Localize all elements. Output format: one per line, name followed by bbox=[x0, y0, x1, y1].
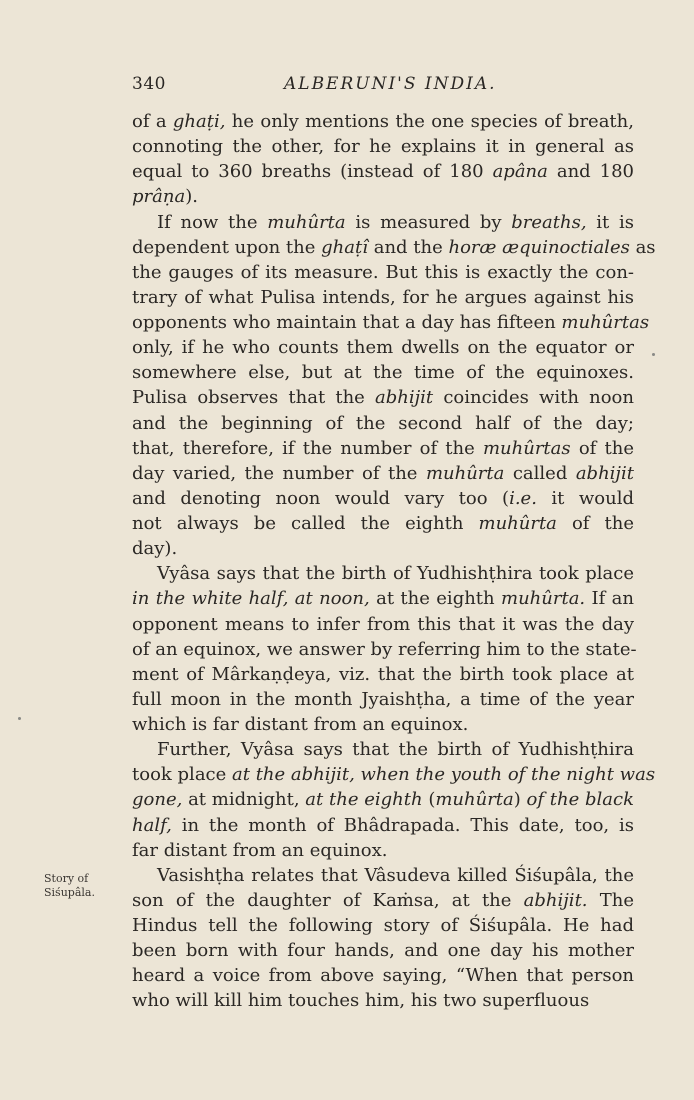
text-line bbox=[132, 662, 634, 687]
text-segment: Vasishṭha relates that Vâsudeva killed Śiśupâla, the bbox=[157, 864, 634, 886]
text-line bbox=[132, 637, 637, 662]
text-segment: which is far distant from an equinox. bbox=[132, 714, 469, 735]
text-line bbox=[132, 335, 634, 360]
text-line bbox=[132, 586, 634, 611]
margin-note-line: Story of bbox=[44, 872, 89, 885]
italic-text: muhûrta. bbox=[501, 588, 586, 610]
italic-text: horæ æquinoctiales bbox=[448, 236, 630, 258]
text-segment: not always be called the eighth bbox=[132, 513, 479, 534]
text-line bbox=[132, 285, 634, 310]
paper-speck bbox=[652, 353, 655, 356]
text-line bbox=[132, 737, 634, 762]
text-segment: it is bbox=[586, 211, 634, 233]
text-line bbox=[132, 888, 634, 913]
text-line bbox=[132, 838, 634, 863]
text-segment: opponents who maintain that a day has fifteen bbox=[132, 312, 562, 333]
text-segment: dependent upon the bbox=[132, 236, 322, 258]
text-segment: connoting the other, for he explains it in general as bbox=[132, 136, 634, 158]
italic-text: muhûrta bbox=[267, 211, 346, 233]
italic-text: ghaṭi, bbox=[172, 111, 226, 132]
text-segment: took place bbox=[132, 764, 233, 786]
text-segment: ) bbox=[513, 789, 527, 811]
text-line bbox=[132, 184, 634, 209]
text-line bbox=[132, 687, 634, 712]
text-line bbox=[132, 561, 634, 586]
text-segment: been born with four hands, and one day his mother bbox=[132, 940, 634, 962]
text-segment: it would bbox=[536, 487, 634, 509]
text-segment: of a bbox=[132, 111, 173, 132]
text-segment: at midnight, bbox=[182, 789, 306, 811]
text-segment: ). bbox=[185, 186, 198, 208]
text-line bbox=[132, 411, 634, 436]
text-line bbox=[132, 486, 634, 511]
italic-text: muhûrta bbox=[478, 513, 557, 534]
running-title: ALBERUNI'S INDIA. bbox=[284, 74, 497, 94]
text-segment: and 180 bbox=[547, 161, 634, 183]
text-line bbox=[132, 109, 634, 134]
italic-text: at the abhijit, when the youth of the night was bbox=[232, 764, 656, 786]
text-segment: ment of Mârkaṇḍeya, viz. that the birth took place at bbox=[132, 663, 634, 685]
text-segment: Pulisa observes that the bbox=[132, 387, 375, 409]
text-line bbox=[132, 712, 634, 737]
italic-text: i.e. bbox=[509, 487, 537, 509]
text-segment: of the bbox=[556, 513, 634, 534]
text-line bbox=[132, 436, 634, 461]
body-text bbox=[132, 109, 656, 1014]
text-segment: who will kill him touches him, his two superfluous bbox=[132, 990, 590, 1012]
italic-text: abhijit bbox=[575, 462, 634, 484]
italic-text: breaths, bbox=[511, 211, 587, 233]
paper-speck bbox=[18, 717, 21, 720]
text-line bbox=[132, 913, 634, 938]
text-segment: opponent means to infer from this that it was the day bbox=[132, 613, 634, 635]
text-line bbox=[132, 988, 634, 1013]
running-header bbox=[132, 74, 634, 98]
text-segment: that, therefore, if the number of the bbox=[132, 437, 483, 459]
text-segment: of the bbox=[570, 437, 635, 459]
italic-text: ghaṭî bbox=[321, 236, 368, 258]
text-segment: son of the daughter of Kaṁsa, at the bbox=[132, 889, 524, 911]
italic-text: muhûrtas bbox=[561, 312, 650, 333]
margin-note-line: Siśupâla. bbox=[44, 886, 95, 899]
text-segment: trary of what Pulisa intends, for he argues against his bbox=[132, 286, 634, 308]
text-segment: day). bbox=[132, 538, 178, 560]
text-segment: equal to 360 breaths (instead of 180 bbox=[132, 161, 493, 183]
italic-text: half, bbox=[132, 814, 172, 836]
text-line bbox=[132, 210, 634, 235]
text-segment: he only mentions the one species of breath, bbox=[225, 111, 634, 132]
italic-text: at the eighth bbox=[305, 789, 423, 811]
text-segment: heard a voice from above saying, “When that person bbox=[132, 965, 634, 987]
text-segment: only, if he who counts them dwells on the equator or bbox=[132, 337, 634, 359]
italic-text: apâna bbox=[492, 161, 548, 183]
text-segment: full moon in the month Jyaishṭha, a time of the year bbox=[132, 688, 634, 710]
italic-text: in the white half, at noon, bbox=[132, 588, 370, 610]
text-line bbox=[132, 260, 634, 285]
text-line bbox=[132, 762, 656, 787]
text-segment: the gauges of its measure. But this is exactly the con- bbox=[132, 261, 634, 283]
italic-text: prâṇa bbox=[132, 186, 186, 208]
text-segment: and the beginning of the second half of the day; bbox=[132, 412, 634, 434]
text-segment: ( bbox=[422, 789, 436, 811]
text-segment: somewhere else, but at the time of the equinoxes. bbox=[132, 362, 634, 384]
italic-text: abhijit bbox=[374, 387, 434, 409]
text-segment: and the bbox=[367, 236, 449, 258]
text-line bbox=[132, 963, 634, 988]
text-line bbox=[132, 235, 656, 260]
italic-text: muhûrtas bbox=[482, 437, 571, 459]
text-line bbox=[132, 787, 634, 812]
text-line bbox=[132, 536, 634, 561]
text-line bbox=[132, 385, 634, 410]
text-segment: is measured by bbox=[345, 211, 512, 233]
text-line bbox=[132, 863, 634, 888]
text-line bbox=[132, 134, 634, 159]
italic-text: abhijit. bbox=[523, 889, 588, 911]
text-segment: at the eighth bbox=[369, 588, 502, 610]
text-segment: and denoting noon would vary too ( bbox=[132, 487, 510, 509]
text-segment: day varied, the number of the bbox=[132, 462, 426, 484]
text-line bbox=[132, 511, 634, 536]
italic-text: muhûrta bbox=[425, 462, 505, 484]
text-segment: The bbox=[587, 889, 634, 911]
text-segment: Further, Vyâsa says that the birth of Yudhishṭhira bbox=[157, 739, 634, 761]
text-segment: called bbox=[504, 462, 576, 484]
text-line bbox=[132, 612, 634, 637]
text-segment: Hindus tell the following story of Śiśupâla. He had bbox=[132, 915, 634, 936]
page-number: 340 bbox=[132, 74, 166, 94]
text-line bbox=[132, 310, 650, 335]
text-segment: If now the bbox=[157, 211, 268, 233]
text-segment: in the month of Bhâdrapada. This date, too, is bbox=[171, 814, 634, 836]
text-line bbox=[132, 159, 634, 184]
italic-text: gone, bbox=[132, 789, 183, 811]
text-line bbox=[132, 938, 634, 963]
text-segment: as bbox=[629, 236, 656, 258]
text-line bbox=[132, 360, 634, 385]
text-segment: of an equinox, we answer by referring him to the state- bbox=[132, 638, 637, 660]
text-line bbox=[132, 461, 634, 486]
italic-text: of the black bbox=[526, 789, 634, 811]
text-segment: If an bbox=[585, 588, 635, 610]
text-line bbox=[132, 813, 634, 838]
italic-text: muhûrta bbox=[435, 789, 514, 811]
text-segment: far distant from an equinox. bbox=[132, 839, 388, 861]
text-segment: coincides with noon bbox=[433, 387, 634, 409]
margin-note bbox=[44, 872, 95, 900]
text-segment: Vyâsa says that the birth of Yudhishṭhira took place bbox=[157, 563, 634, 585]
